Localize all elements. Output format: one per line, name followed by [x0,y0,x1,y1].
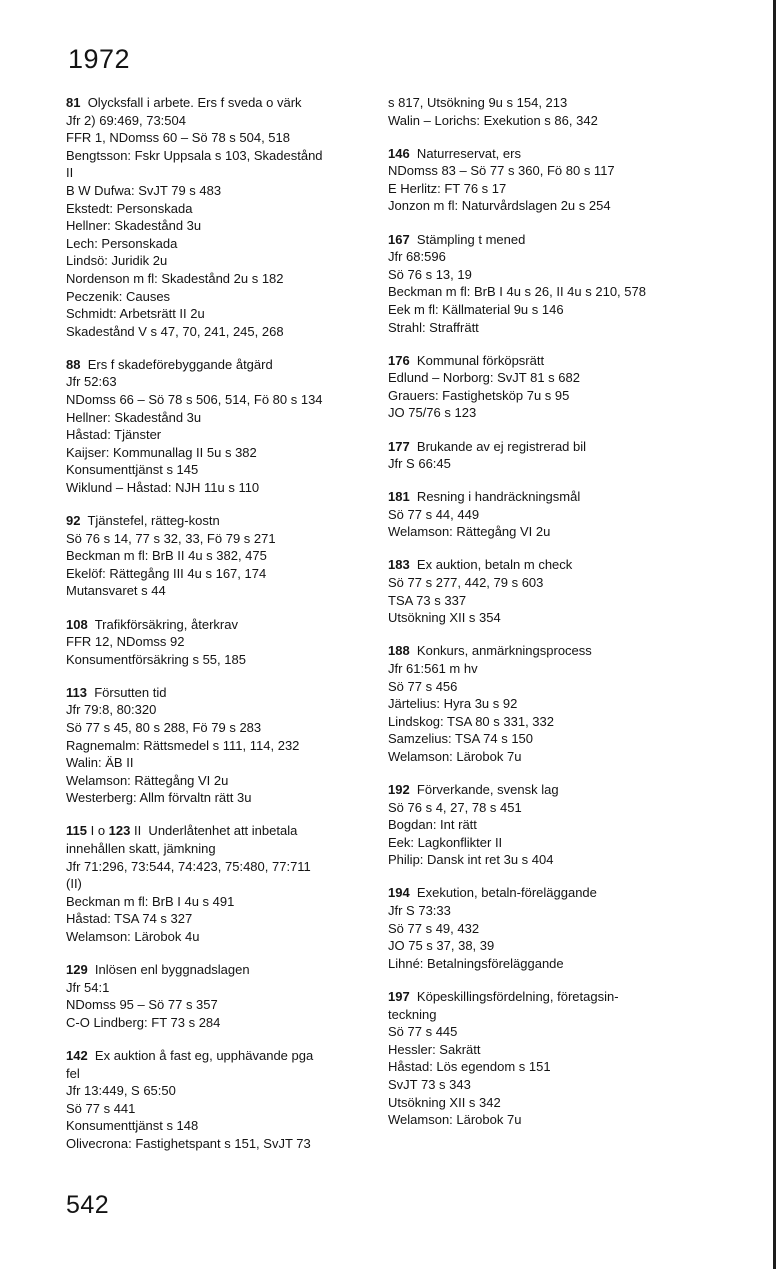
entry-text: Schmidt: Arbetsrätt II 2u [66,306,205,322]
entry-line [66,373,374,391]
entry-line [388,506,710,524]
entry-line [66,1047,374,1065]
entry-text: Lihné: Betalningsföreläggande [388,955,564,971]
entry-line [388,180,710,198]
entry-text: Grauers: Fastighetsköp 7u s 95 [388,387,570,403]
entry-line [388,713,710,731]
entry-line [388,231,710,249]
entry-text: Welamson: Rättegång VI 2u [66,772,229,788]
entry-line [66,200,374,218]
entry-line [66,1135,374,1153]
entry-line [66,719,374,737]
entry-line [388,834,710,852]
entry-line [66,391,374,409]
index-entry [388,94,710,129]
entry-text: Hellner: Skadestånd 3u [66,218,202,234]
entry-text: Nordenson m fl: Skadestånd 2u s 182 [66,270,284,286]
entry-line [388,404,710,422]
entry-section-number: 188 [388,643,410,659]
entry-line [388,1041,710,1059]
entry-text: NDomss 95 – Sö 77 s 357 [66,997,218,1013]
entry-text: Trafikförsäkring, återkrav [87,616,238,632]
entry-line [388,94,710,112]
entry-text: fel [66,1065,80,1081]
entry-text: Strahl: Straffrätt [388,319,479,335]
entry-text: Jfr 61:561 m hv [388,660,478,676]
entry-text: Jfr 54:1 [66,979,110,995]
entry-text: Sö 77 s 277, 442, 79 s 603 [388,575,544,591]
entry-text: Mutansvaret s 44 [66,583,166,599]
entry-line [388,301,710,319]
entry-section-number: 81 [66,95,81,110]
entry-text: Håstad: Tjänster [66,427,162,443]
index-entry [388,642,710,765]
entry-text: Lech: Personskada [66,235,178,251]
entry-line [388,387,710,405]
index-entry [66,822,374,945]
entry-line [66,684,374,702]
entry-text: Sö 77 s 49, 432 [388,920,480,936]
entry-line [66,147,374,165]
entry-text: Resning i handräckningsmål [409,489,581,505]
entry-line [66,961,374,979]
entry-section-number: 146 [388,145,410,161]
entry-line [66,633,374,651]
entry-line [66,112,374,130]
entry-line [66,996,374,1014]
entry-text: Konsumenttjänst s 148 [66,1118,199,1134]
index-entry [66,961,374,1031]
entry-text: Jfr S 66:45 [388,456,451,472]
entry-text: TSA 73 s 337 [388,592,467,608]
entry-text: Håstad: Lös egendom s 151 [388,1059,551,1075]
entry-text: Edlund – Norborg: SvJT 81 s 682 [388,370,580,386]
entry-line [66,356,374,374]
entry-line [66,858,374,876]
entry-line [388,145,710,163]
entry-line [66,164,374,182]
entry-text: Beckman m fl: BrB II 4u s 382, 475 [66,548,267,564]
entry-text: Tjänstefel, rätteg-kostn [80,513,220,529]
entry-line [388,197,710,215]
entry-text: E Herlitz: FT 76 s 17 [388,180,507,196]
entry-text: C-O Lindberg: FT 73 s 284 [66,1014,221,1030]
entry-text: Sö 77 s 44, 449 [388,506,480,522]
entry-text: Ex auktion, betaln m check [409,557,573,573]
entry-text: Jfr 2) 69:469, 73:504 [66,112,186,128]
entry-section-number: 194 [388,885,410,901]
entry-text: Sö 76 s 13, 19 [388,266,472,282]
entry-text: Eek: Lagkonflikter II [388,834,503,850]
index-entry [388,884,710,972]
entry-section-number: 192 [388,782,410,797]
entry-text: Bengtsson: Fskr Uppsala s 103, Skadestånd [66,147,323,163]
entry-text: I o [86,823,109,839]
entry-text: Ragnemalm: Rättsmedel s 111, 114, 232 [66,737,300,753]
entry-text: Bogdan: Int rätt [388,817,477,833]
entry-text: Sö 76 s 14, 77 s 32, 33, Fö 79 s 271 [66,530,276,546]
entry-line [388,884,710,902]
entry-section-number: 142 [66,1048,88,1063]
entry-text: Hellner: Skadestånd 3u [66,409,202,425]
entry-text: Förverkande, svensk lag [409,782,559,797]
entry-line [66,305,374,323]
entry-text: Håstad: TSA 74 s 327 [66,911,193,927]
entry-line [388,574,710,592]
entry-line [388,162,710,180]
entry-text: Utsökning XII s 354 [388,610,501,626]
left-column [66,94,374,1168]
entry-text: Welamson: Rättegång VI 2u [388,524,551,540]
entry-line [66,1082,374,1100]
entry-text: Konsumenttjänst s 145 [66,462,199,478]
entry-text: Lindskog: TSA 80 s 331, 332 [388,713,554,729]
index-entry [388,556,710,626]
entry-text: Peczenik: Causes [66,288,171,304]
index-entry [66,616,374,669]
entry-line [388,1023,710,1041]
entry-line [66,565,374,583]
entry-text: Beckman m fl: BrB I 4u s 26, II 4u s 210, 578 [388,284,646,300]
entry-line [66,479,374,497]
entry-line [66,1065,374,1083]
entry-line [66,235,374,253]
entry-text: Ex auktion å fast eg, upphävande pga [87,1048,314,1063]
entry-line [66,252,374,270]
entry-line [66,928,374,946]
entry-text: Jonzon m fl: Naturvårdslagen 2u s 254 [388,198,611,214]
entry-line [388,660,710,678]
entry-section-number: 181 [388,489,410,505]
entry-text: Konsumentförsäkring s 55, 185 [66,651,246,667]
entry-line [66,94,374,112]
entry-section-number: 176 [388,352,410,368]
entry-text: Jfr 71:296, 73:544, 74:423, 75:480, 77:711 [66,858,311,874]
entry-line [388,283,710,301]
entry-line [66,875,374,893]
entry-line [388,816,710,834]
entry-text: JO 75/76 s 123 [388,405,477,421]
entry-text: Olivecrona: Fastighetspant s 151, SvJT 73 [66,1135,311,1151]
entry-text: Walin: ÄB II [66,755,134,771]
entry-text: (II) [66,876,82,892]
entry-text: innehållen skatt, jämkning [66,841,216,857]
entry-text: Ekelöf: Rättegång III 4u s 167, 174 [66,565,267,581]
entry-line [66,772,374,790]
entry-section-number: 167 [388,231,410,247]
entry-line [66,789,374,807]
entry-text: FFR 12, NDomss 92 [66,634,185,650]
entry-text: Samzelius: TSA 74 s 150 [388,731,534,747]
entry-line [66,461,374,479]
entry-text: Westerberg: Allm förvaltn rätt 3u [66,790,252,806]
entry-line [66,323,374,341]
entry-line [66,910,374,928]
entry-text: Sö 77 s 456 [388,678,458,694]
entry-line [388,955,710,973]
entry-text: Sö 77 s 445 [388,1024,458,1040]
index-entry [388,231,710,337]
entry-line [66,547,374,565]
entry-text: JO 75 s 37, 38, 39 [388,938,495,954]
entry-line [388,248,710,266]
index-entry [388,988,710,1129]
entry-text: Köpeskillingsfördelning, företagsin- [409,988,619,1004]
entry-text: Welamson: Lärobok 4u [66,929,200,945]
entry-text: Walin – Lorichs: Exekution s 86, 342 [388,112,598,128]
entry-line [388,1006,710,1024]
entry-text: Jfr 13:449, S 65:50 [66,1083,176,1099]
entry-text: FFR 1, NDomss 60 – Sö 78 s 504, 518 [66,130,290,146]
index-entry [66,684,374,807]
entry-line [388,1094,710,1112]
entry-line [66,444,374,462]
entry-line [66,512,374,530]
entry-text: Ekstedt: Personskada [66,200,193,216]
entry-text: Konkurs, anmärkningsprocess [409,643,592,659]
entry-text: SvJT 73 s 343 [388,1076,471,1092]
entry-line [66,1117,374,1135]
entry-line [388,112,710,130]
index-entry [388,145,710,215]
entry-text: s 817, Utsökning 9u s 154, 213 [388,95,568,110]
entry-section-number: 177 [388,438,410,454]
entry-line [388,438,710,456]
entry-text: Philip: Dansk int ret 3u s 404 [388,852,554,868]
index-entry [388,488,710,541]
entry-line [388,920,710,938]
entry-line [388,352,710,370]
entry-line [388,455,710,473]
entry-text: NDomss 66 – Sö 78 s 506, 514, Fö 80 s 134 [66,392,323,407]
entry-section-number: 113 [66,684,87,700]
entry-text: Inlösen enl byggnadslagen [87,962,250,978]
page-year-heading: 1972 [68,44,131,74]
entry-line [388,937,710,955]
entry-text: B W Dufwa: SvJT 79 s 483 [66,182,222,198]
entry-line [388,902,710,920]
entry-line [66,182,374,200]
entry-line [66,409,374,427]
page-number: 542 [66,1191,110,1219]
entry-line [66,701,374,719]
entry-line [388,695,710,713]
entry-line [66,426,374,444]
entry-text: Jfr 52:63 [66,374,117,390]
entry-section-number: 92 [66,513,81,529]
entry-line [66,651,374,669]
entry-text: Wiklund – Håstad: NJH 11u s 110 [66,479,260,495]
entry-text: Beckman m fl: BrB I 4u s 491 [66,893,235,909]
entry-line [388,781,710,799]
entry-text: Brukande av ej registrerad bil [409,438,587,454]
entry-line [388,1058,710,1076]
entry-line [66,840,374,858]
entry-text: Naturreservat, ers [409,145,521,161]
entry-text: Ers f skadeförebyggande åtgärd [80,356,273,372]
entry-text: teckning [388,1006,437,1022]
entry-text: Jfr 68:596 [388,249,446,265]
entry-text: Lindsö: Juridik 2u [66,253,168,269]
index-entry [66,356,374,497]
entry-line [66,616,374,634]
entry-text: II Underlåtenhet att inbetala [130,823,298,839]
entry-text: Welamson: Lärobok 7u [388,1112,522,1128]
entry-line [388,592,710,610]
entry-line [388,678,710,696]
entry-line [388,609,710,627]
index-entry [66,94,374,340]
index-entry [388,438,710,473]
right-column [388,94,710,1144]
entry-text: Exekution, betaln-föreläggande [409,885,597,901]
entry-text: Welamson: Lärobok 7u [388,748,522,764]
entry-text: II [66,165,74,181]
entry-line [66,737,374,755]
entry-line [388,748,710,766]
entry-line [66,530,374,548]
entry-text: Försutten tid [86,684,167,700]
entry-line [66,822,374,840]
entry-text: NDomss 83 – Sö 77 s 360, Fö 80 s 117 [388,163,615,179]
entry-line [388,642,710,660]
entry-line [388,266,710,284]
entry-section-number: 197 [388,988,410,1004]
index-entry [66,1047,374,1153]
entry-line [66,270,374,288]
entry-line [388,1076,710,1094]
entry-line [66,979,374,997]
entry-text: Järtelius: Hyra 3u s 92 [388,696,518,712]
index-entry [388,781,710,869]
entry-text: Olycksfall i arbete. Ers f sveda o värk [80,95,302,110]
entry-text: Skadestånd V s 47, 70, 241, 245, 268 [66,323,284,339]
entry-text: Kaijser: Kommunallag II 5u s 382 [66,444,257,460]
entry-line [66,288,374,306]
entry-text: Jfr 79:8, 80:320 [66,702,157,718]
entry-line [388,369,710,387]
entry-line [388,988,710,1006]
entry-line [388,799,710,817]
entry-line [388,1111,710,1129]
entry-line [66,582,374,600]
entry-section-number: 108 [66,616,88,632]
entry-section-number: 129 [66,962,88,978]
entry-section-number: 88 [66,356,81,372]
entry-text: Stämpling t mened [409,231,526,247]
entry-section-number: 123 [108,823,131,839]
entry-line [66,754,374,772]
index-entry [66,512,374,600]
entry-text: Sö 77 s 441 [66,1100,136,1116]
entry-section-number: 115 [66,823,87,839]
entry-section-number: 183 [388,557,410,573]
entry-line [388,319,710,337]
entry-text: Hessler: Sakrätt [388,1041,481,1057]
entry-line [66,893,374,911]
index-entry [388,352,710,422]
entry-line [388,523,710,541]
entry-text: Sö 77 s 45, 80 s 288, Fö 79 s 283 [66,720,262,735]
entry-text: Kommunal förköpsrätt [409,352,545,368]
entry-text: Eek m fl: Källmaterial 9u s 146 [388,301,564,317]
entry-line [388,730,710,748]
entry-line [66,1100,374,1118]
entry-line [388,556,710,574]
entry-line [388,851,710,869]
entry-text: Sö 76 s 4, 27, 78 s 451 [388,799,522,815]
entry-text: Jfr S 73:33 [388,903,451,919]
entry-line [66,217,374,235]
entry-line [66,129,374,147]
entry-line [66,1014,374,1032]
entry-text: Utsökning XII s 342 [388,1094,501,1110]
entry-line [388,488,710,506]
